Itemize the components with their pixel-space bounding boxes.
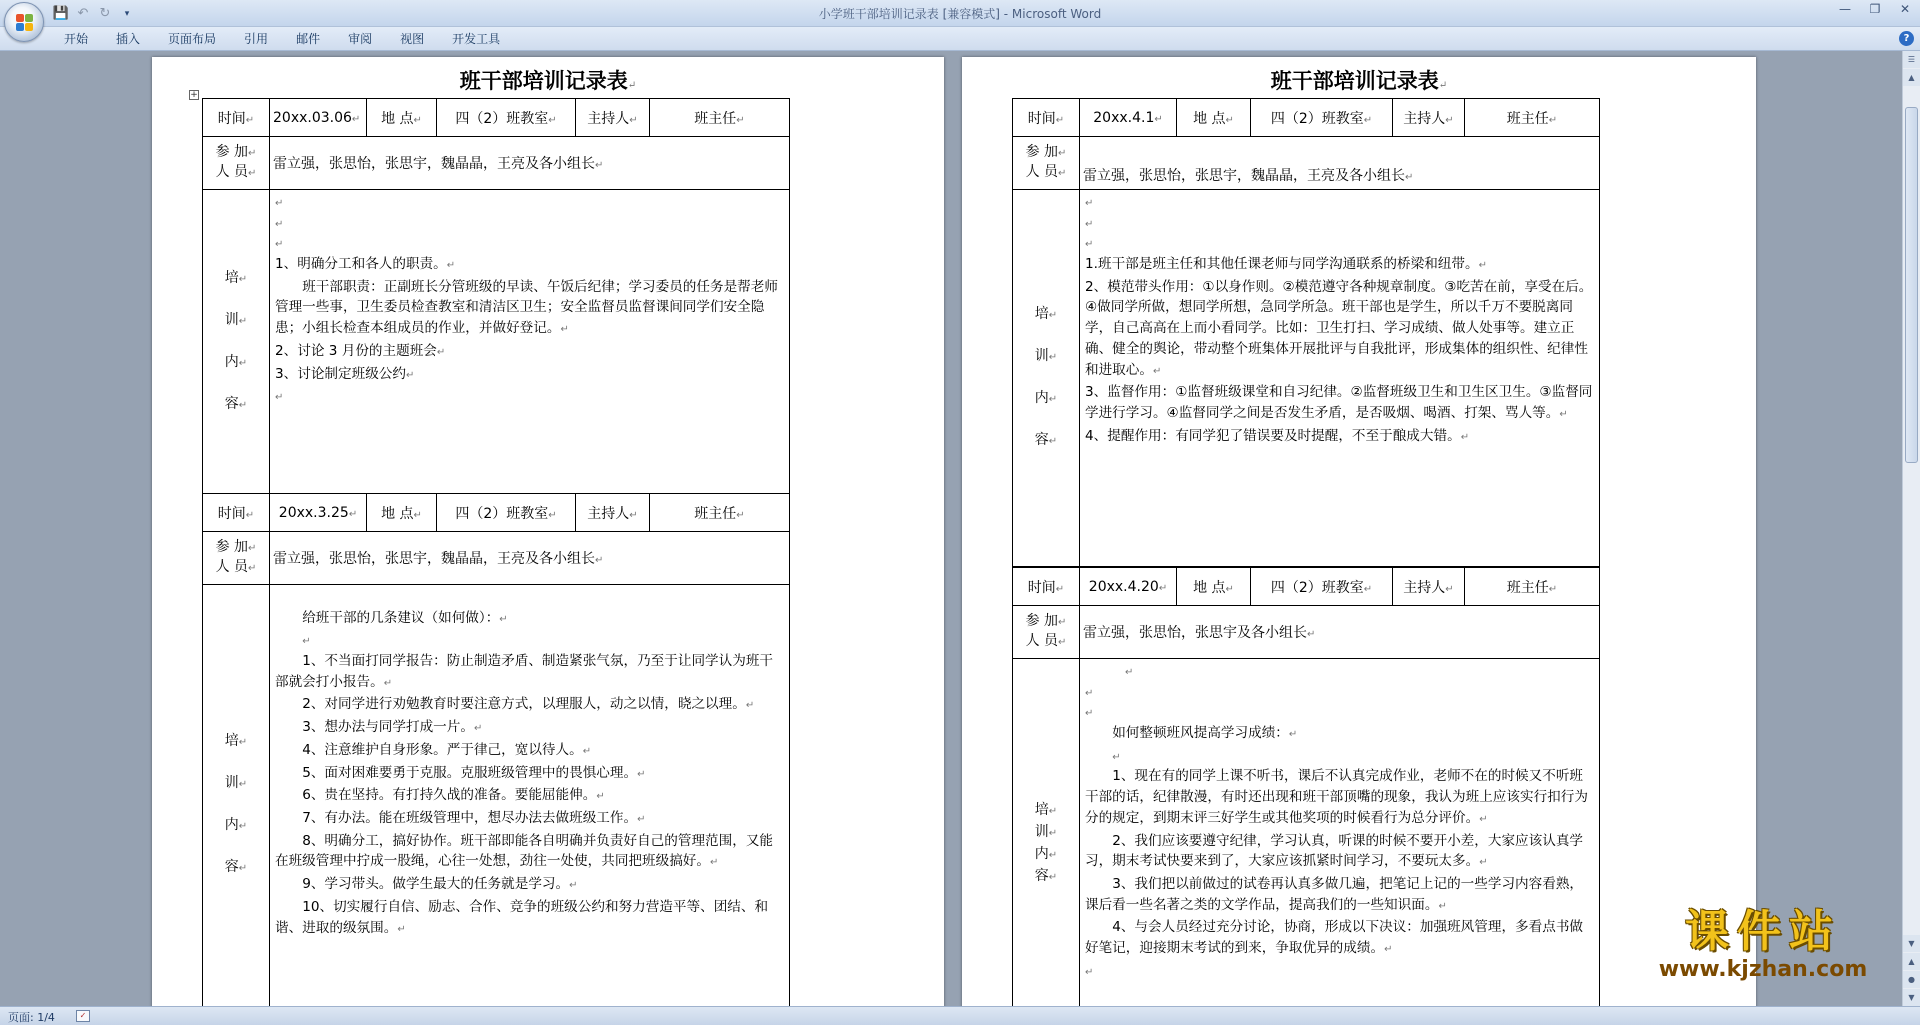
content-line: 3、我们把以前做过的试卷再认真多做几遍，把笔记上记的一些学习内容看熟，课后看一些名著之类的文学作品，提高我们的一些知识面。↵ [1085,875,1584,913]
place-label: 地 点↵ [1177,568,1251,606]
minimize-icon[interactable]: — [1839,2,1851,16]
status-bar [0,1006,1920,1025]
content-line: 1、现在有的同学上课不听书，课后不认真完成作业，老师不在的时候又不听班干部的话，纪律散漫，有时还出现和班干部顶嘴的现象，我认为班上应该实行扣行为分的规定，到期末评三好学生或其他奖项的时候看行为总分评价。↵ [1085,768,1588,826]
attendees-label: 参 加↵ 人 员↵ [203,137,270,190]
content-line: 3、讨论制定班级公约↵ [275,365,415,382]
attendees-value[interactable]: 雷立强，张思怡，张思宇，魏晶晶，王亮及各小组长↵ [270,137,790,190]
content-line: 2、模范带头作用：①以身作则。②模范遵守各种规章制度。③吃苦在前，享受在后。④做同学所做，想同学所想，急同学所急。班干部也是学生，所以千万不要脱离同学，自己高高在上而小看同学。比如：卫生打扫、学习成绩、做人处事等。建立正确、健全的舆论，带动整个班集体开展批评与自我批评，形成集体的组织性、纪律性和进取心。↵ [1085,278,1593,378]
help-icon[interactable]: ? [1899,31,1914,46]
content-label: 培↵ 训↵ 内↵ 容↵ [203,190,270,494]
content-label: 培↵ 训↵ 内↵ 容↵ [1013,659,1080,1007]
document-workspace [0,51,1902,1006]
place-label: 地 点↵ [367,99,437,137]
tab-page-layout[interactable]: 页面布局 [168,32,217,46]
restore-icon[interactable]: ❐ [1869,2,1881,16]
attendees-label: 参 加↵ 人 员↵ [1013,137,1080,190]
table-move-handle-icon[interactable]: + [190,90,198,100]
content-body[interactable]: ↵ ↵ ↵ 1、明确分工和各人的职责。↵ 班干部职责：正副班长分管班级的早读、午饭后纪律；学习委员的任务是帮老师管理一些事，卫生委员检查教室和清洁区卫生；安全监督员监督课间同学们安全隐患；小组长检查本组成员的作业，并做好登记。↵ 2、讨论 3 月份的主题班会↵ 3、讨论制定班级公约↵ ↵ [270,190,790,494]
content-label: 培↵ 训↵ 内↵ 容↵ [203,585,270,1007]
tab-mailings[interactable]: 邮件 [296,32,321,46]
host-label: 主持人↵ [576,494,650,532]
place-label: 地 点↵ [367,494,437,532]
next-page-icon[interactable]: ▼ [1903,989,1920,1006]
content-body[interactable]: ↵ ↵ ↵ 1.班干部是班主任和其他任课老师与同学沟通联系的桥梁和纽带。↵ 2、模范带头作用：①以身作则。②模范遵守各种规章制度。③吃苦在前，享受在后。④做同学所做，想同学所想，急同学所急。班干部也是学生，所以千万不要脱离同学，自己高高在上而小看同学。比如：卫生打扫、学习成绩、做人处事等。建立正确、健全的舆论，带动整个班集体开展批评与自我批评，形成集体的组织性、纪律性和进取心。↵ 3、监督作用：①监督班级课堂和自习纪律。②监督班级卫生和卫生区卫生。③监督同学进行学习。④监督同学之间是否发生矛盾，是否吸烟、喝酒、打架、骂人等。↵ 4、提醒作用：有同学犯了错误要及时提醒，不至于酿成大错。↵ [1080,190,1600,567]
attendees-value[interactable]: 雷立强，张思怡，张思宇，魏晶晶，王亮及各小组长↵ [270,532,790,585]
site-watermark [1648,906,1878,986]
content-line: 2、对同学进行劝勉教育时要注意方式，以理服人，动之以情，晓之以理。↵ [302,696,755,713]
content-line: 10、切实履行自信、励志、合作、竞争的班级公约和努力营造平等、团结、和谐、进取的级氛围。↵ [275,898,769,936]
content-line: 4、与会人员经过充分讨论，协商，形成以下决议：加强班风管理，多看点书做好笔记，迎接期末考试的到来，争取优异的成绩。↵ [1085,919,1584,957]
customize-toolbar-icon[interactable]: ▾ [124,9,130,19]
watermark-url: www.kjzhan.com [1658,957,1868,982]
record-table-2 [202,493,790,1006]
undo-icon[interactable]: ↶ [77,6,89,21]
tab-references[interactable]: 引用 [244,32,269,46]
content-line: 1、明确分工和各人的职责。↵ [275,256,456,273]
document-page-2 [962,57,1756,1006]
table-row [203,137,790,190]
tab-developer[interactable]: 开发工具 [452,32,501,46]
time-label: 时间↵ [203,99,270,137]
document-page-1 [152,57,944,1006]
ruler-toggle-icon[interactable]: ☰ [1903,51,1920,68]
table-row [203,585,790,1007]
attendees-label: 参 加↵ 人 员↵ [203,532,270,585]
record-table-3 [1012,98,1600,567]
record-table-1 [202,98,790,494]
place-label: 地 点↵ [1177,99,1251,137]
table-row [1013,568,1600,606]
host-value[interactable]: 班主任↵ [1465,99,1600,137]
ribbon-tabs-bar [0,27,1920,51]
place-value[interactable]: 四（2）班教室↵ [437,494,576,532]
content-line: 8、明确分工，搞好协作。班干部即能各自明确并负责好自己的管理范围，又能在班级管理中拧成一股绳，心往一处想，劲往一处使，共同把班级搞好。↵ [275,832,774,870]
tab-review[interactable]: 审阅 [348,32,373,46]
scroll-up-icon[interactable]: ▲ [1903,69,1920,86]
watermark-logo-text: 课件站 [1685,906,1841,957]
content-line: 4、提醒作用：有同学犯了错误要及时提醒，不至于酿成大错。↵ [1085,427,1470,444]
close-icon[interactable]: ✕ [1899,2,1911,16]
time-value[interactable]: 20xx.4.1↵ [1080,99,1177,137]
content-label: 培↵ 训↵ 内↵ 容↵ [1013,190,1080,567]
table-row [203,532,790,585]
content-body[interactable]: ↵ ↵ ↵ 如何整顿班风提高学习成绩：↵ ↵ 1、现在有的同学上课不听书，课后不认真完成作业，老师不在的时候又不听班干部的话，纪律散漫，有时还出现和班干部顶嘴的现象，我认为班上应该实行扣行为分的规定，到期末评三好学生或其他奖项的时候看行为总分评价。↵ 2、我们应该要遵守纪律，学习认真，听课的时候不要开小差，大家应该认真学习，期末考试快要来到了，大家应该抓紧时间学习，不要玩太多。↵ 3、我们把以前做过的试卷再认真多做几遍，把笔记上记的一些学习内容看熟，课后看一些名著之类的文学作品，提高我们的一些知识面。↵ 4、与会人员经过充分讨论，协商，形成以下决议：加强班风管理，多看点书做好笔记，迎接期末考试的到来，争取优异的成绩。↵ ↵ [1080,659,1600,1007]
content-line: 1、不当面打同学报告：防止制造矛盾、制造紧张气氛，乃至于让同学认为班干部就会打小报告。↵ [275,653,774,690]
table-row [1013,137,1600,190]
attendees-label: 参 加↵ 人 员↵ [1013,606,1080,659]
host-label: 主持人↵ [1393,99,1465,137]
office-button[interactable] [4,2,44,42]
time-value[interactable]: 20xx.03.06↵ [270,99,367,137]
scroll-thumb[interactable] [1905,107,1918,463]
content-line: 6、贵在坚持。有打持久战的准备。要能屈能伸。↵ [302,787,605,804]
place-value[interactable]: 四（2）班教室↵ [437,99,576,137]
place-value[interactable]: 四（2）班教室↵ [1251,99,1393,137]
save-icon[interactable]: 💾 [52,6,70,21]
content-line: 4、注意维护自身形象。严于律己，宽以待人。↵ [302,741,592,758]
time-label: 时间↵ [1013,568,1080,606]
host-value[interactable]: 班主任↵ [650,99,790,137]
content-intro: 给班干部的几条建议（如何做）：↵ [302,609,508,626]
table-row [1013,99,1600,137]
tab-home[interactable]: 开始 [64,32,89,46]
content-line: 班干部职责：正副班长分管班级的早读、午饭后纪律；学习委员的任务是帮老师管理一些事，卫生委员检查教室和清洁区卫生；安全监督员监督课间同学们安全隐患；小组长检查本组成员的作业，并做好登记。↵ [275,278,778,337]
table-row [203,494,790,532]
table-row [1013,606,1600,659]
content-line: 3、监督作用：①监督班级课堂和自习纪律。②监督班级卫生和卫生区卫生。③监督同学进行学习。④监督同学之间是否发生矛盾，是否吸烟、喝酒、打架、骂人等。↵ [1085,384,1593,421]
table-row [203,99,790,137]
attendees-value[interactable]: 雷立强，张思怡，张思宇，魏晶晶，王亮及各小组长↵ [1080,137,1600,190]
office-logo-icon [16,14,34,32]
proofing-icon[interactable]: ✓ [76,1010,90,1022]
time-value[interactable]: 20xx.4.20↵ [1080,568,1177,606]
previous-page-icon[interactable]: ▲ [1903,953,1920,970]
host-value[interactable]: 班主任↵ [650,494,790,532]
browse-object-icon[interactable]: ● [1903,971,1920,988]
content-line: 3、想办法与同学打成一片。↵ [302,719,483,736]
redo-icon[interactable]: ↻ [99,6,111,21]
content-intro: 如何整顿班风提高学习成绩：↵ [1112,725,1298,742]
host-label: 主持人↵ [1393,568,1465,606]
ribbon-tabs [50,27,514,51]
time-label: 时间↵ [1013,99,1080,137]
window-title: 小学班干部培训记录表 [兼容模式] - Microsoft Word [818,7,1102,21]
content-line: 1.班干部是班主任和其他任课老师与同学沟通联系的桥梁和纽带。↵ [1085,256,1487,273]
title-bar [0,0,1920,27]
record-table-4 [1012,567,1600,1006]
content-line: 7、有办法。能在班级管理中，想尽办法去做班级工作。↵ [302,810,646,826]
host-label: 主持人↵ [576,99,650,137]
page-title: 班干部培训记录表↵ [1270,68,1448,93]
content-line: 2、我们应该要遵守纪律，学习认真，听课的时候不要开小差，大家应该认真学习，期末考试快要来到了，大家应该抓紧时间学习，不要玩太多。↵ [1085,832,1584,870]
scroll-down-icon[interactable]: ▼ [1903,935,1920,952]
page-title: 班干部培训记录表↵ [459,68,637,93]
time-label: 时间↵ [203,494,270,532]
window-controls [1830,0,1920,20]
page-count[interactable]: 页面: 1/4 [8,1011,55,1024]
content-line: 2、讨论 3 月份的主题班会↵ [275,342,446,359]
table-row [203,190,790,494]
tab-view[interactable]: 视图 [400,32,425,46]
table-row [1013,190,1600,567]
time-value[interactable]: 20xx.3.25↵ [270,494,367,532]
table-row [1013,659,1600,1007]
content-line: 5、面对困难要勇于克服。克服班级管理中的畏惧心理。↵ [302,764,646,781]
content-line: 9、学习带头。做学生最大的任务就是学习。↵ [302,876,578,893]
content-body[interactable]: 给班干部的几条建议（如何做）：↵ ↵ 1、不当面打同学报告：防止制造矛盾、制造紧张气氛，乃至于让同学认为班干部就会打小报告。↵ 2、对同学进行劝勉教育时要注意方式，以理服人，动之以情，晓之以理。↵ 3、想办法与同学打成一片。↵ 4、注意维护自身形象。严于律己，宽以待人。↵ 5、面对困难要勇于克服。克服班级管理中的畏惧心理。↵ 6、贵在坚持。有打持久战的准备。要能屈能伸。↵ 7、有办法。能在班级管理中，想尽办法去做班级工作。↵ 8、明确分工，搞好协作。班干部即能各自明确并负责好自己的管理范围，又能在班级管理中拧成一股绳，心往一处想，劲往一处使，共同把班级搞好。↵ 9、学习带头。做学生最大的任务就是学习。↵ 10、切实履行自信、励志、合作、竞争的班级公约和努力营造平等、团结、和谐、进取的级氛围。↵ [270,585,790,1007]
vertical-scrollbar[interactable] [1902,51,1920,1006]
host-value[interactable]: 班主任↵ [1465,568,1600,606]
place-value[interactable]: 四（2）班教室↵ [1251,568,1393,606]
tab-insert[interactable]: 插入 [116,32,141,46]
attendees-value[interactable]: 雷立强，张思怡，张思宇及各小组长↵ [1080,606,1600,659]
